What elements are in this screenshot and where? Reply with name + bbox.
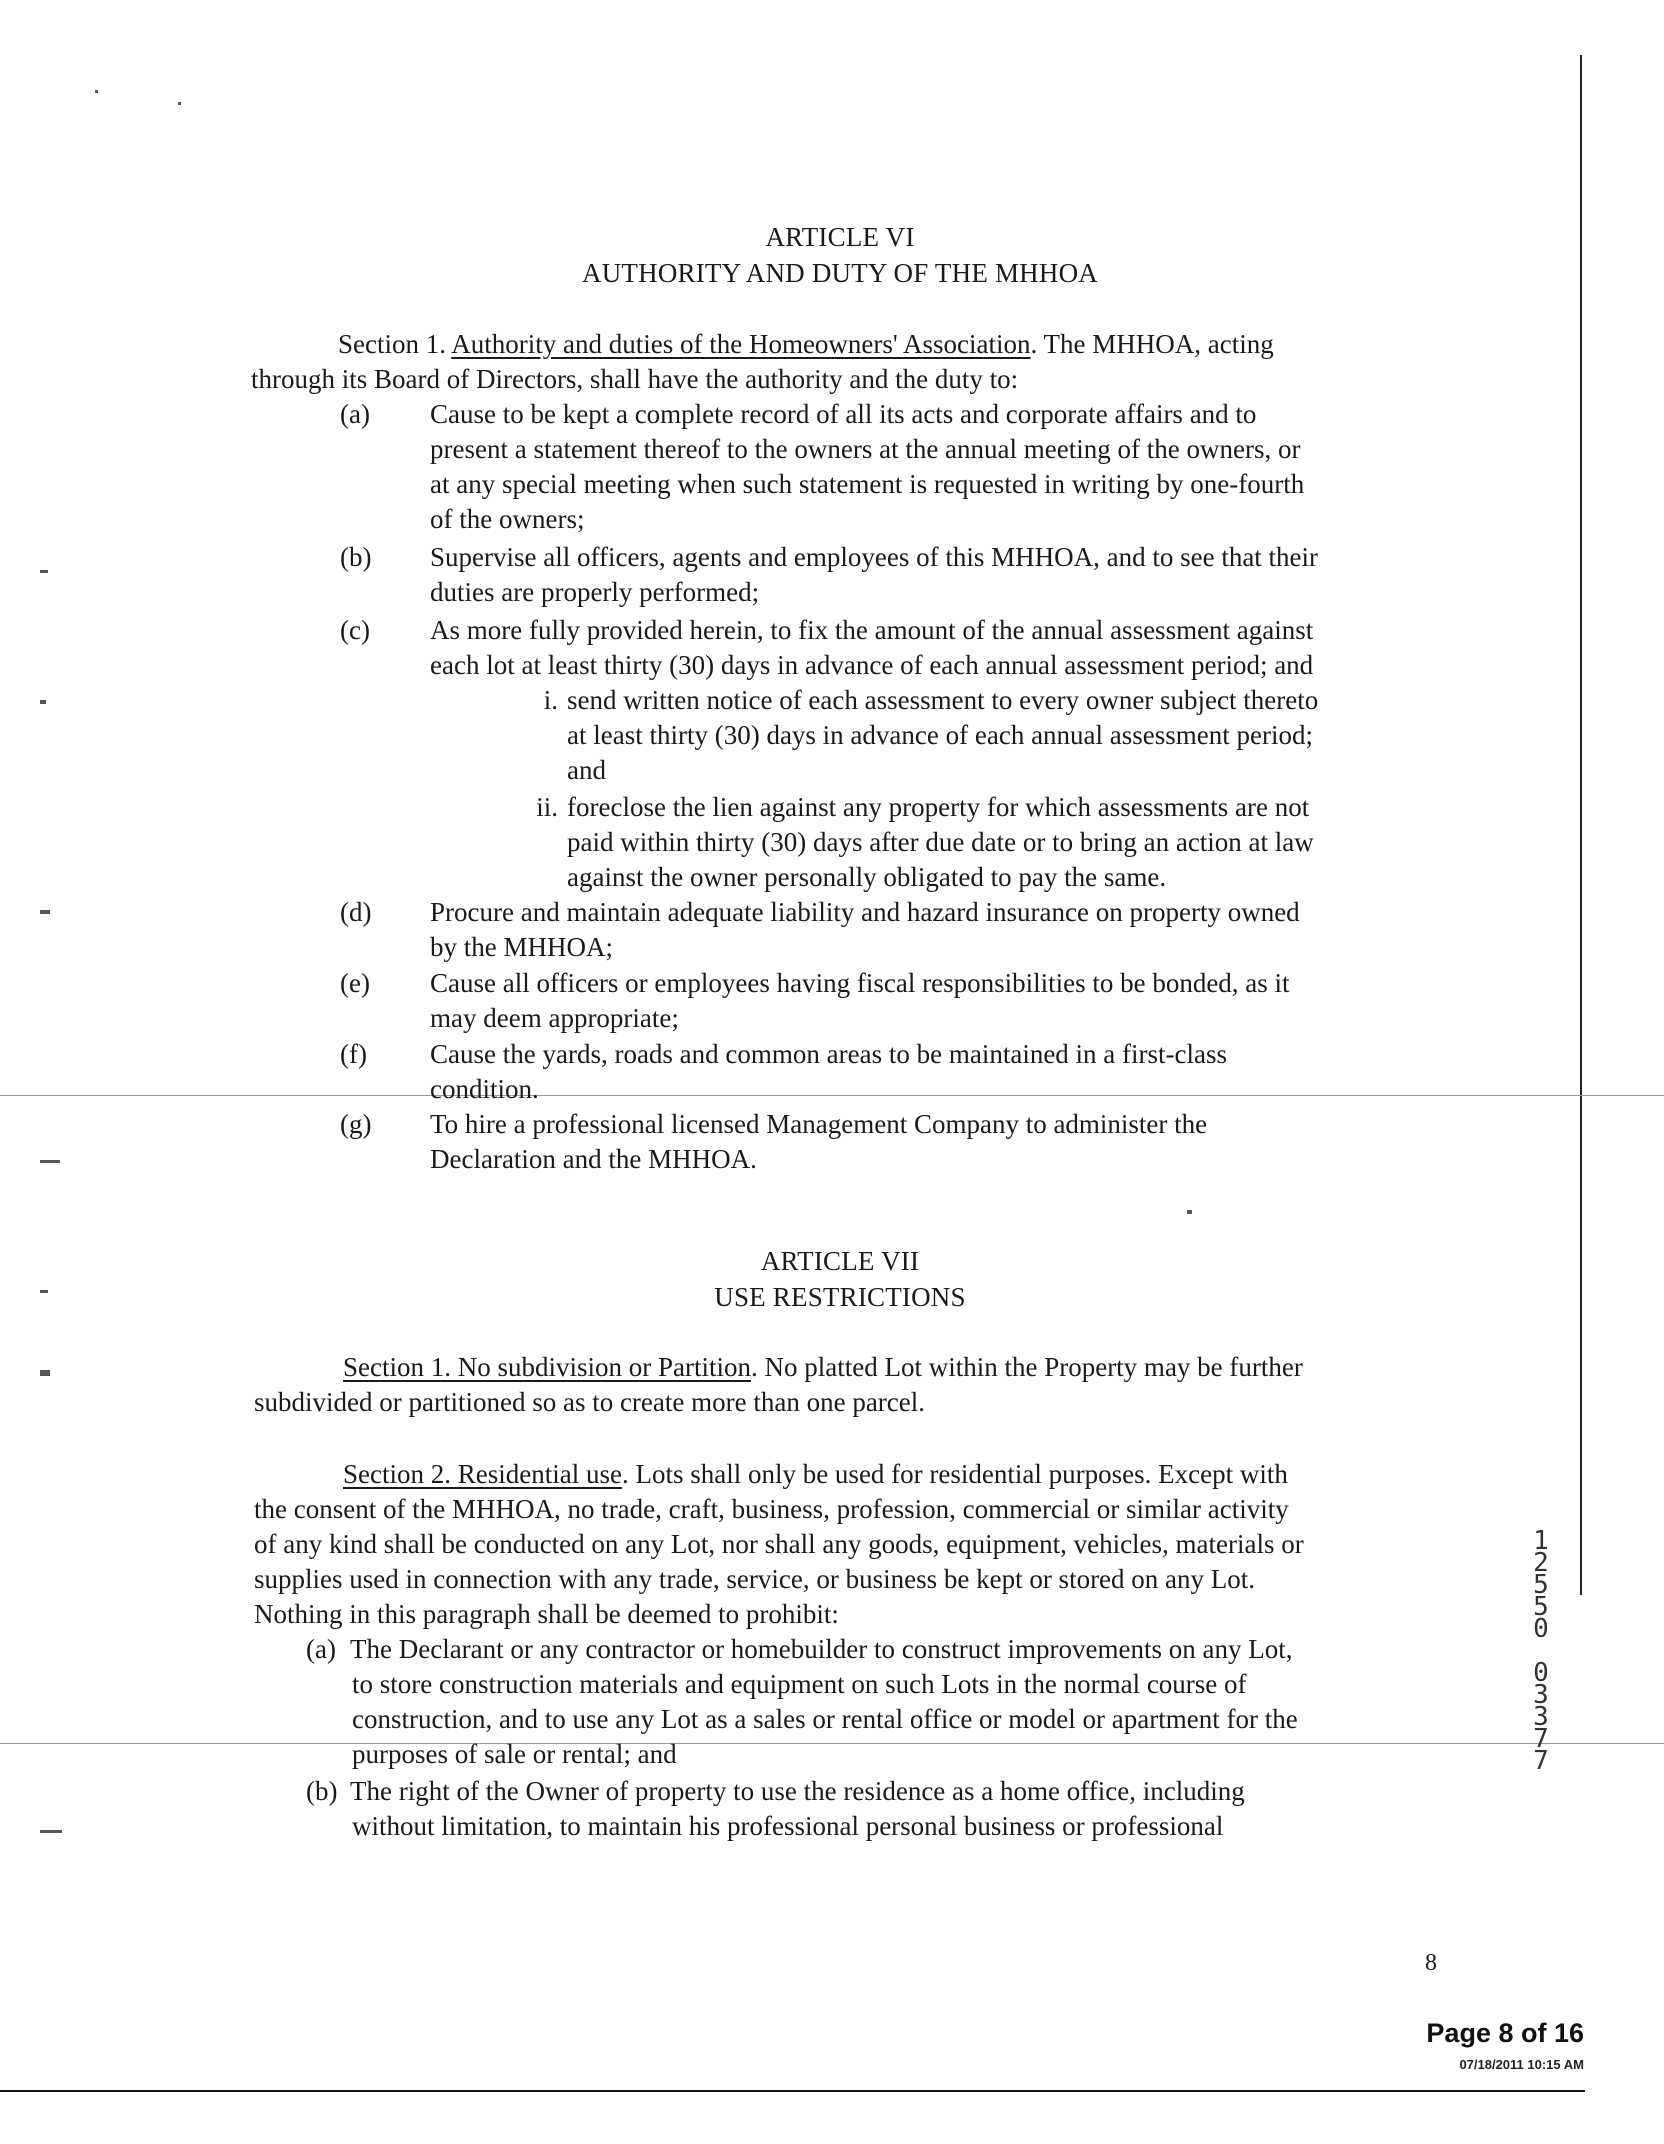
scan-speck <box>40 700 46 704</box>
item-g-line: Declaration and the MHHOA. <box>430 1144 757 1174</box>
vii-item-b-text <box>350 1774 1245 1844</box>
subitem-ii-text <box>567 790 1314 895</box>
item-g-text <box>430 1107 1207 1177</box>
article-vi-title: ARTICLE VI <box>765 222 915 252</box>
item-a-line: present a statement thereof to the owners at the annual meeting of the owners, or <box>430 434 1301 464</box>
page-timestamp: 07/18/2011 10:15 AM <box>1459 2057 1584 2072</box>
article-vii-title: ARTICLE VII <box>760 1246 920 1276</box>
section-2-vii-heading: Section 2. Residential use <box>343 1459 622 1489</box>
item-d-line: by the MHHOA; <box>430 932 613 962</box>
article-vi-subtitle: AUTHORITY AND DUTY OF THE MHHOA <box>582 258 1098 288</box>
stamp-char: 5 <box>1533 1592 1549 1622</box>
page-label: Page 8 of 16 <box>1426 2018 1584 2048</box>
item-label-g: (g) <box>340 1109 372 1139</box>
article-vii-subtitle: USE RESTRICTIONS <box>714 1282 966 1312</box>
section-2-vii-line: supplies used in connection with any trade, service, or business be kept or stored on any Lot. <box>254 1564 1256 1594</box>
section-1-vii-text: . No platted Lot within the Property may be further <box>751 1352 1303 1382</box>
item-f-line: condition. <box>430 1074 539 1104</box>
vii-item-a-line: The Declarant or any contractor or homebuilder to construct improvements on any Lot, <box>350 1634 1293 1664</box>
stamp-char: 5 <box>1533 1570 1549 1600</box>
section-1-heading: Authority and duties of the Homeowners' Association <box>451 329 1031 359</box>
stamp-char: 0 <box>1533 1658 1549 1688</box>
subitem-i-text <box>567 683 1318 788</box>
scan-speck <box>40 1830 62 1833</box>
item-label-d: (d) <box>340 897 372 927</box>
vii-item-b-line: without limitation, to maintain his professional personal business or professional <box>352 1811 1224 1841</box>
stamp-char: 1 <box>1533 1526 1549 1556</box>
item-a-line: of the owners; <box>430 504 585 534</box>
stamp-char: 7 <box>1533 1746 1549 1776</box>
scan-speck <box>178 102 181 105</box>
subitem-label-i: i. <box>543 685 558 715</box>
item-label-b: (b) <box>340 542 372 572</box>
section-2-vii-line: Nothing in this paragraph shall be deemed to prohibit: <box>254 1599 839 1629</box>
subitem-i-line: at least thirty (30) days in advance of each annual assessment period; <box>567 720 1313 750</box>
scan-speck <box>95 90 98 93</box>
stamp-char: 3 <box>1533 1702 1549 1732</box>
item-d-text <box>430 895 1300 965</box>
item-e-line: Cause all officers or employees having fiscal responsibilities to be bonded, as it <box>430 968 1290 998</box>
item-e-text <box>430 966 1290 1036</box>
vii-item-a-line: to store construction materials and equipment on such Lots in the normal course of <box>352 1669 1247 1699</box>
section-1-vii-line-1 <box>343 1350 1303 1385</box>
item-a-text <box>430 397 1304 537</box>
subitem-i-line: and <box>567 755 606 785</box>
vii-item-label-a: (a) <box>306 1634 336 1664</box>
item-label-c: (c) <box>340 615 370 645</box>
scan-speck <box>40 910 50 914</box>
page-number: 8 <box>1425 1950 1437 1976</box>
item-c-line: As more fully provided herein, to fix the amount of the annual assessment against <box>430 615 1314 645</box>
section-2-vii-line-1 <box>343 1457 1288 1492</box>
item-c-text <box>430 613 1313 683</box>
vii-item-b-line: The right of the Owner of property to use the residence as a home office, including <box>350 1776 1245 1806</box>
subitem-ii-line: foreclose the lien against any property for which assessments are not <box>567 792 1310 822</box>
subitem-ii-line: against the owner personally obligated to pay the same. <box>567 862 1167 892</box>
item-a-line: at any special meeting when such statement is requested in writing by one-fourth <box>430 469 1305 499</box>
scan-speck <box>40 1160 60 1163</box>
stamp-char: 3 <box>1533 1680 1549 1710</box>
section-1-vii-line-2: subdivided or partitioned so as to create more than one parcel. <box>254 1387 926 1417</box>
item-e-line: may deem appropriate; <box>430 1003 679 1033</box>
item-d-line: Procure and maintain adequate liability and hazard insurance on property owned <box>430 897 1300 927</box>
item-g-line: To hire a professional licensed Management Company to administer the <box>430 1109 1208 1139</box>
stamp-char: 2 <box>1533 1548 1549 1578</box>
section-1-intro <box>338 327 1274 362</box>
item-label-f: (f) <box>340 1039 367 1069</box>
scan-speck <box>40 1370 50 1376</box>
section-1-intro-text: . The MHHOA, acting <box>1030 329 1274 359</box>
item-c-line: each lot at least thirty (30) days in advance of each annual assessment period; and <box>430 650 1314 680</box>
vii-item-a-text <box>350 1632 1298 1772</box>
section-2-vii-text: . Lots shall only be used for residential purposes. Except with <box>621 1459 1288 1489</box>
section-2-vii-line: of any kind shall be conducted on any Lot, nor shall any goods, equipment, vehicles, materials or <box>254 1529 1304 1559</box>
item-b-text <box>430 540 1318 610</box>
item-f-text <box>430 1037 1227 1107</box>
bottom-rule <box>0 2090 1585 2092</box>
recording-stamp <box>1526 1526 1556 1776</box>
subitem-i-line: send written notice of each assessment to every owner subject thereto <box>567 685 1319 715</box>
subitem-ii-line: paid within thirty (30) days after due date or to bring an action at law <box>567 827 1314 857</box>
item-b-line: duties are properly performed; <box>430 577 760 607</box>
item-b-line: Supervise all officers, agents and employees of this MHHOA, and to see that their <box>430 542 1319 572</box>
section-1-vii-heading: Section 1. No subdivision or Partition <box>343 1352 751 1382</box>
vii-item-label-b: (b) <box>306 1776 338 1806</box>
section-2-vii-line: the consent of the MHHOA, no trade, craft, business, profession, commercial or similar activity <box>254 1494 1289 1524</box>
section-2-vii-body <box>254 1492 1304 1632</box>
item-a-line: Cause to be kept a complete record of all its acts and corporate affairs and to <box>430 399 1257 429</box>
scan-speck <box>1187 1210 1192 1214</box>
stamp-char: 0 <box>1533 1614 1549 1644</box>
item-label-a: (a) <box>340 399 370 429</box>
item-f-line: Cause the yards, roads and common areas to be maintained in a first-class <box>430 1039 1228 1069</box>
section-1-intro-line-2: through its Board of Directors, shall have the authority and the duty to: <box>251 364 1019 394</box>
stamp-char: 7 <box>1533 1724 1549 1754</box>
scan-speck <box>40 570 48 573</box>
vii-item-a-line: construction, and to use any Lot as a sales or rental office or model or apartment for the <box>352 1704 1298 1734</box>
section-1-prefix: Section 1. <box>338 329 452 359</box>
subitem-label-ii: ii. <box>536 792 558 822</box>
item-label-e: (e) <box>340 968 370 998</box>
vii-item-a-line: purposes of sale or rental; and <box>352 1739 677 1769</box>
